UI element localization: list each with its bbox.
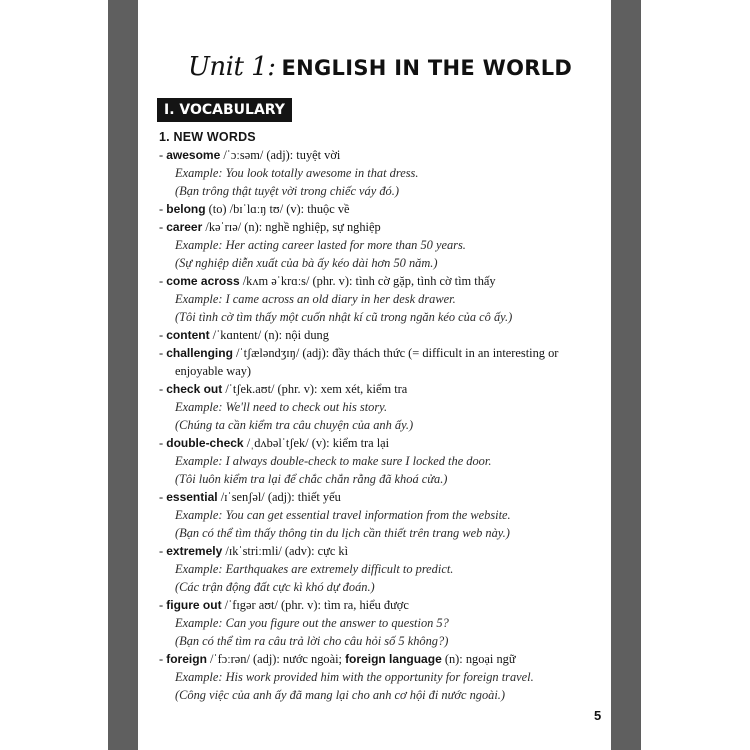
- vocab-entry: [159, 218, 607, 272]
- example-sentence: Example: Earthquakes are extremely difficult to predict.: [175, 562, 454, 576]
- entry-headline: [159, 488, 607, 506]
- entry-word: essential: [166, 490, 218, 504]
- section-heading: I. VOCABULARY: [157, 98, 292, 122]
- example-translation: (Công việc của anh ấy đã mang lại cho anh cơ hội đi nước ngoài.): [175, 688, 506, 702]
- vocab-entry: [159, 596, 607, 650]
- bullet-dash: -: [159, 148, 167, 162]
- example-sentence: Example: His work provided him with the opportunity for foreign travel.: [175, 670, 534, 684]
- example-sentence: Example: You can get essential travel information from the website.: [175, 508, 511, 522]
- example-translation: (Chúng ta cần kiểm tra câu chuyện của anh ấy.): [175, 418, 414, 432]
- entry-definition: /kʌm əˈkrɑːs/ (phr. v): tình cờ gặp, tình cờ tìm thấy: [239, 274, 496, 288]
- entry-definition-secondary: (n): ngoại ngữ: [441, 652, 516, 666]
- entry-definition: /ˈtʃæləndʒɪŋ/ (adj): đầy thách thức (= difficult in an interesting or: [232, 346, 559, 360]
- example-translation: (Bạn trông thật tuyệt vời trong chiếc váy đó.): [175, 184, 399, 198]
- entries-container: [159, 146, 607, 704]
- example-sentence: Example: I came across an old diary in her desk drawer.: [175, 292, 456, 306]
- right-page-margin: [611, 0, 641, 750]
- entry-definition: /ˌdʌbəlˈtʃek/ (v): kiểm tra lại: [243, 436, 390, 450]
- entry-word: career: [166, 220, 203, 234]
- example-sentence: Example: You look totally awesome in that dress.: [175, 166, 419, 180]
- left-page-margin: [108, 0, 138, 750]
- book-page: [138, 0, 611, 750]
- entry-headline: [159, 344, 607, 362]
- bullet-dash: -: [159, 220, 167, 234]
- entry-continuation: enjoyable way): [175, 364, 252, 378]
- entry-definition: /ˈfɪgər aʊt/ (phr. v): tìm ra, hiểu được: [221, 598, 409, 612]
- entry-headline: [159, 650, 607, 668]
- unit-label: Unit 1:: [188, 52, 276, 82]
- entry-definition: /ɪˈsenʃəl/ (adj): thiết yếu: [217, 490, 341, 504]
- entry-definition: /kəˈrɪə/ (n): nghề nghiệp, sự nghiệp: [202, 220, 381, 234]
- entry-definition: (to) /bɪˈlɑːŋ tʊ/ (v): thuộc về: [205, 202, 350, 216]
- page-number: 5: [594, 708, 602, 723]
- example-translation: (Tôi tình cờ tìm thấy một cuốn nhật kí cũ trong ngăn kéo của cô ấy.): [175, 310, 513, 324]
- vocab-entry: [159, 542, 607, 596]
- bullet-dash: -: [159, 346, 167, 360]
- bullet-dash: -: [159, 652, 167, 666]
- vocabulary-list: [159, 128, 607, 704]
- bullet-dash: -: [159, 598, 167, 612]
- unit-heading: ENGLISH IN THE WORLD: [281, 56, 573, 80]
- example-translation: (Bạn có thể tìm thấy thông tin du lịch cần thiết trên trang web này.): [175, 526, 510, 540]
- entry-headline: [159, 326, 607, 344]
- vocab-entry: [159, 650, 607, 704]
- entry-headline: [159, 218, 607, 236]
- entry-definition: /ˈtʃek.aʊt/ (phr. v): xem xét, kiểm tra: [222, 382, 408, 396]
- entry-word: extremely: [166, 544, 223, 558]
- entry-headline: [159, 380, 607, 398]
- entry-definition: /ˈɔːsəm/ (adj): tuyệt vời: [220, 148, 341, 162]
- vocab-entry: [159, 200, 607, 218]
- vocab-entry: [159, 380, 607, 434]
- example-translation: (Các trận động đất cực kì khó dự đoán.): [175, 580, 375, 594]
- entry-headline: [159, 542, 607, 560]
- entry-word: challenging: [166, 346, 233, 360]
- entry-definition: /ˈfɔːrən/ (adj): nước ngoài;: [206, 652, 346, 666]
- entry-word: content: [166, 328, 210, 342]
- subsection-heading: 1. NEW WORDS: [159, 130, 256, 144]
- entry-definition: /ˈkɑntent/ (n): nội dung: [209, 328, 329, 342]
- vocab-entry: [159, 344, 607, 380]
- example-translation: (Sự nghiệp diễn xuất của bà ấy kéo dài hơn 50 năm.): [175, 256, 438, 270]
- example-translation: (Tôi luôn kiểm tra lại để chắc chắn rằng đã khoá cửa.): [175, 472, 448, 486]
- entry-word: come across: [166, 274, 240, 288]
- entry-word: double-check: [166, 436, 244, 450]
- vocab-entry: [159, 146, 607, 200]
- entry-word: belong: [166, 202, 206, 216]
- vocab-entry: [159, 272, 607, 326]
- vocab-entry: [159, 434, 607, 488]
- entry-headline: [159, 146, 607, 164]
- entry-headline: [159, 272, 607, 290]
- example-translation: (Bạn có thể tìm ra câu trả lời cho câu hỏi số 5 không?): [175, 634, 449, 648]
- bullet-dash: -: [159, 328, 167, 342]
- bullet-dash: -: [159, 544, 167, 558]
- example-sentence: Example: Her acting career lasted for more than 50 years.: [175, 238, 466, 252]
- vocab-entry: [159, 488, 607, 542]
- unit-title: [188, 52, 572, 82]
- entry-headline: [159, 434, 607, 452]
- example-sentence: Example: I always double-check to make sure I locked the door.: [175, 454, 492, 468]
- entry-word: check out: [166, 382, 223, 396]
- bullet-dash: -: [159, 274, 167, 288]
- entry-word: awesome: [166, 148, 221, 162]
- bullet-dash: -: [159, 202, 167, 216]
- bullet-dash: -: [159, 382, 167, 396]
- entry-headline: [159, 200, 607, 218]
- entry-word-secondary: foreign language: [345, 652, 442, 666]
- bullet-dash: -: [159, 490, 167, 504]
- vocab-entry: [159, 326, 607, 344]
- bullet-dash: -: [159, 436, 167, 450]
- example-sentence: Example: We'll need to check out his story.: [175, 400, 388, 414]
- entry-word: foreign: [166, 652, 207, 666]
- example-sentence: Example: Can you figure out the answer to question 5?: [175, 616, 449, 630]
- entry-word: figure out: [166, 598, 222, 612]
- entry-definition: /ɪkˈstriːmli/ (adv): cực kì: [222, 544, 349, 558]
- entry-headline: [159, 596, 607, 614]
